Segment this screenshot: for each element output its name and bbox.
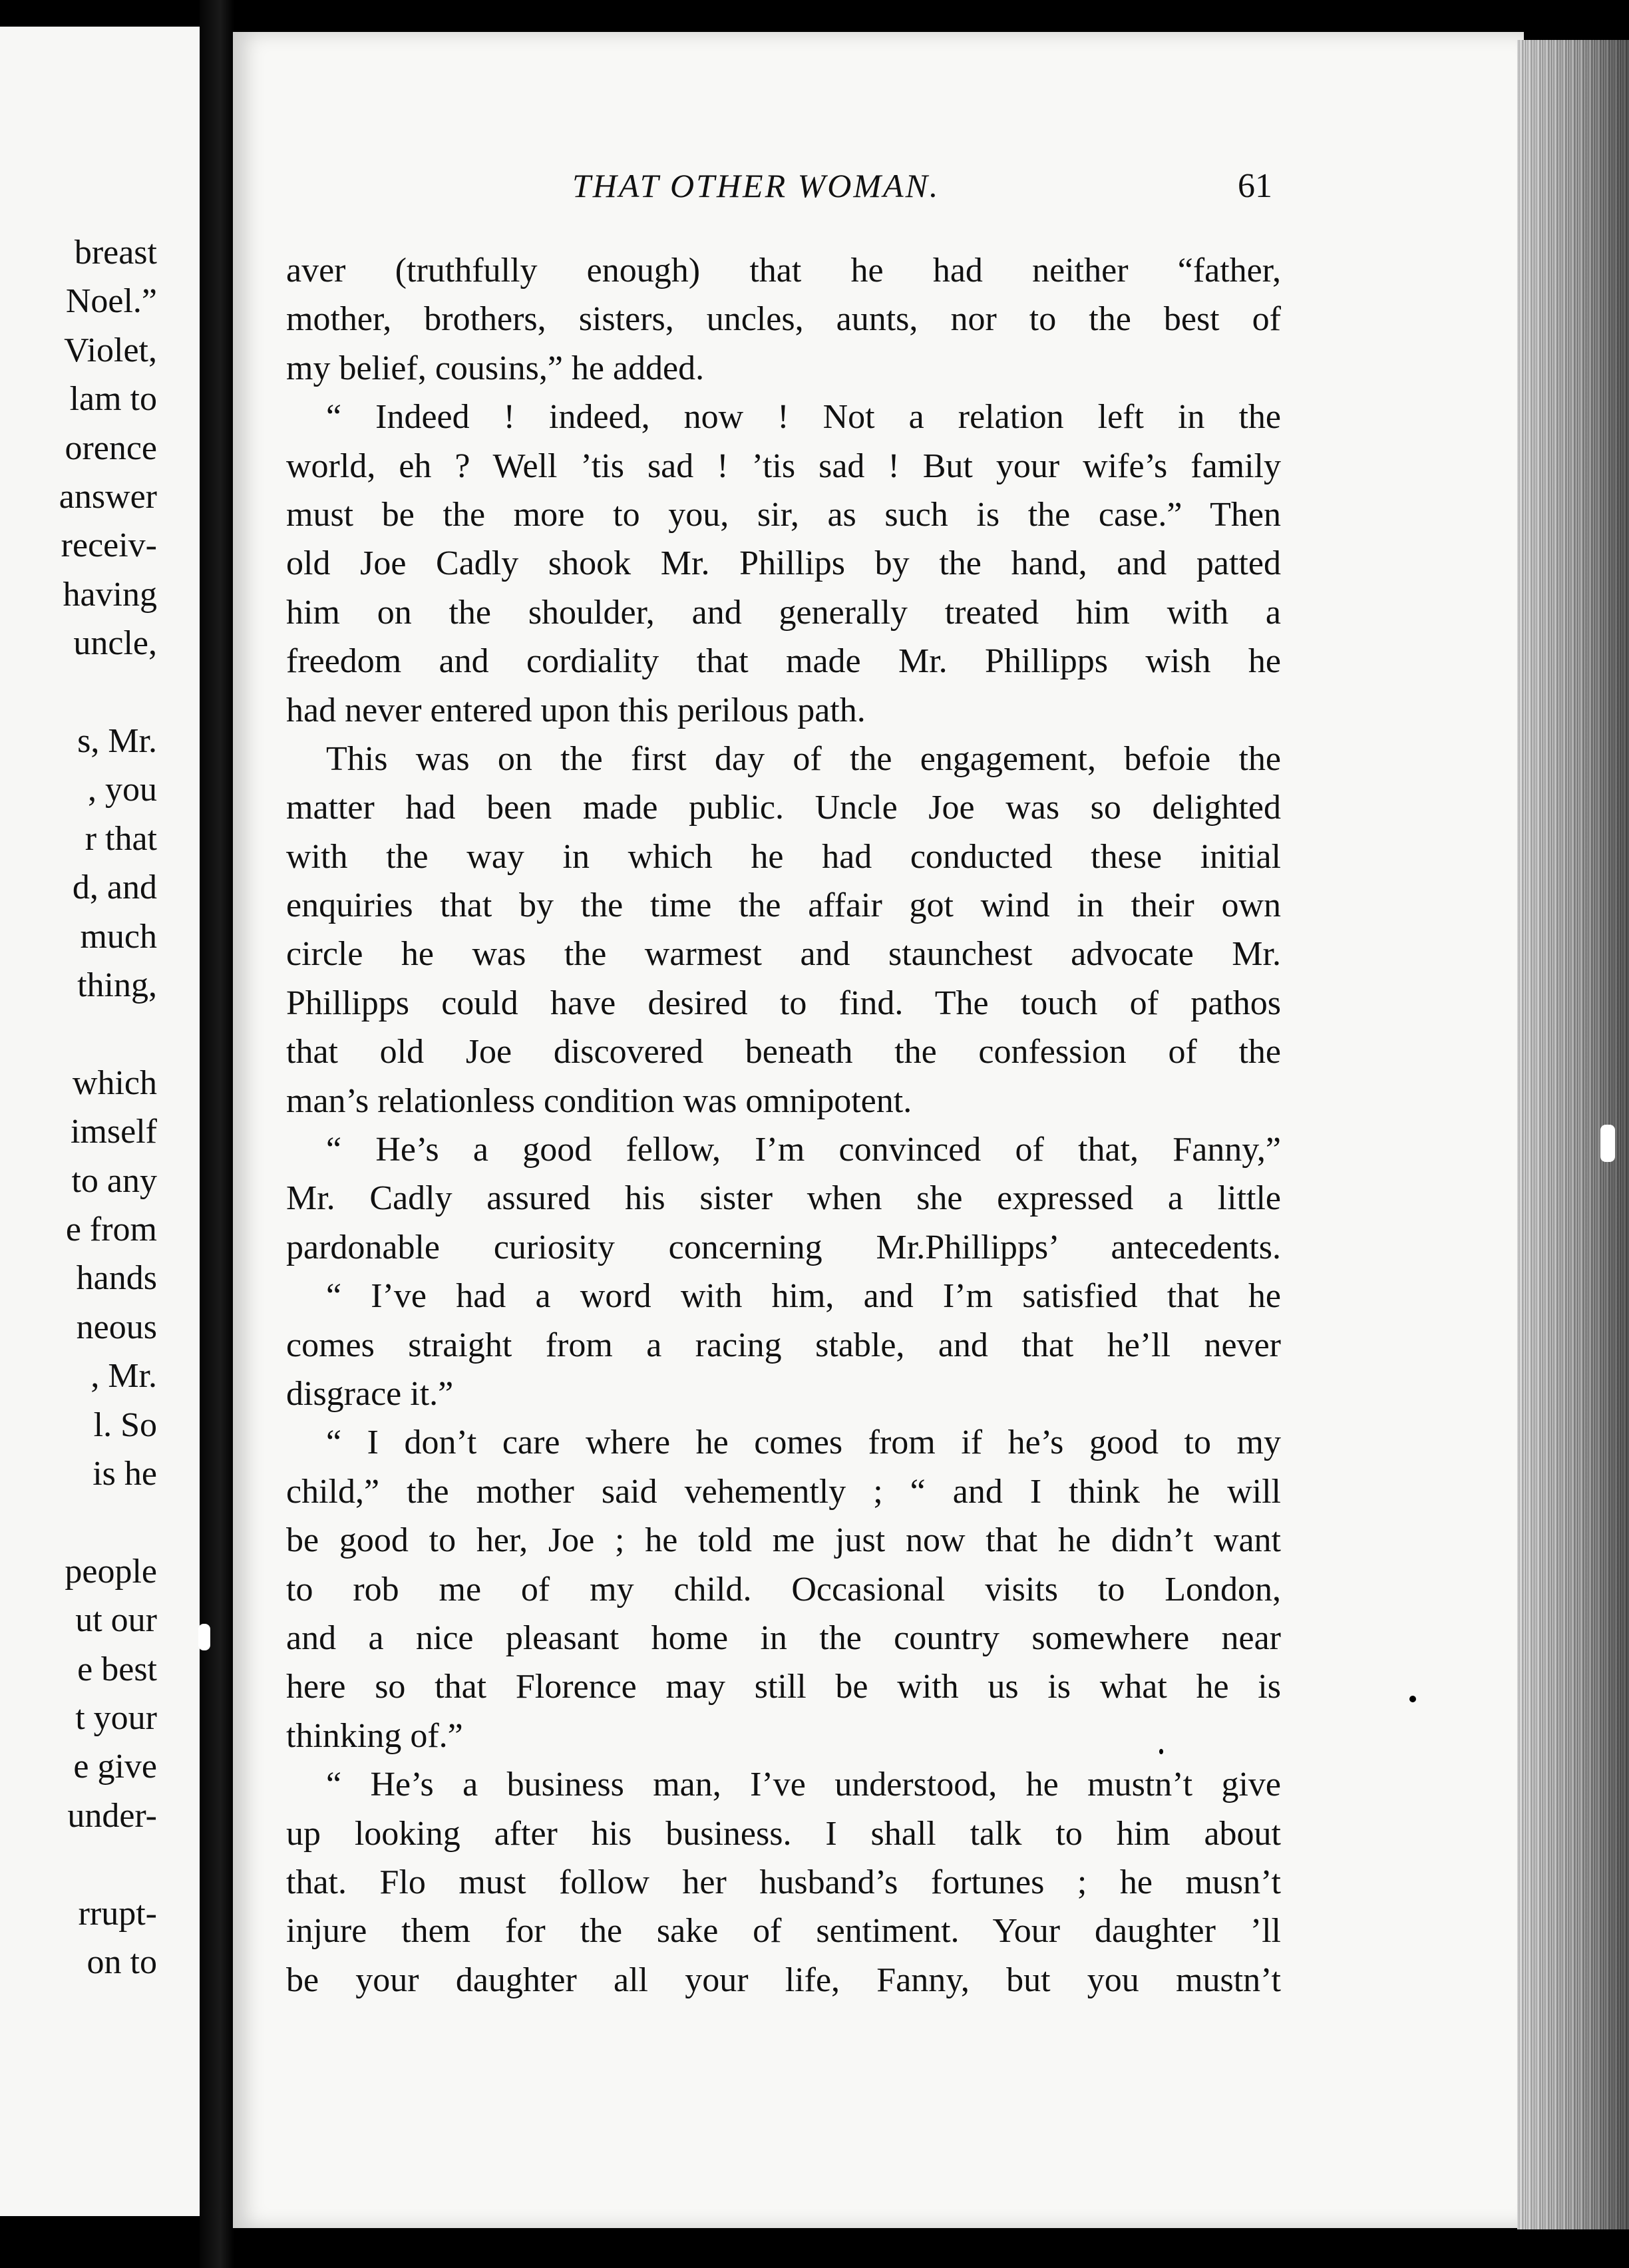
- text-line: comes straight from a racing stable, and that he’ll never: [286, 1326, 1281, 1364]
- facing-page-line: imself: [71, 1113, 157, 1151]
- text-line: Mr. Cadly assured his sister when she expressed a little: [286, 1179, 1281, 1218]
- text-line: aver (truthfully enough) that he had neither “father,: [286, 252, 1281, 289]
- text-line: man’s relationless condition was omnipotent.: [286, 1081, 912, 1120]
- text-line: “ I’ve had a word with him, and I’m satisfied that he: [326, 1277, 1281, 1316]
- facing-page-line: uncle,: [73, 624, 157, 663]
- facing-page-line: ut our: [75, 1601, 157, 1640]
- facing-page-line: receiv-: [61, 526, 157, 565]
- text-line: had never entered upon this perilous path.: [286, 691, 866, 729]
- text-line: freedom and cordiality that made Mr. Phillipps wish he: [286, 642, 1281, 681]
- facing-page-line: , Mr.: [90, 1357, 157, 1396]
- paper-tab-mark: [198, 1624, 210, 1650]
- text-line: be your daughter all your life, Fanny, but you mustn’t: [286, 1961, 1281, 1999]
- text-line: to rob me of my child. Occasional visits to London,: [286, 1570, 1281, 1608]
- text-line: here so that Florence may still be with us is what he is: [286, 1668, 1281, 1706]
- text-line: mother, brothers, sisters, uncles, aunts, nor to the best of: [286, 300, 1281, 339]
- facing-page-line: Noel.”: [65, 282, 157, 321]
- facing-page-line: rrupt-: [78, 1894, 157, 1933]
- text-line: my belief, cousins,” he added.: [286, 349, 705, 387]
- ink-speck: [1159, 1749, 1163, 1754]
- text-line: “ Indeed ! indeed, now ! Not a relation left in the: [326, 398, 1281, 437]
- running-head: THAT OTHER WOMAN.: [572, 167, 940, 204]
- text-line: that. Flo must follow her husband’s fortunes ; he musn’t: [286, 1863, 1281, 1901]
- facing-page-line: d, and: [72, 868, 157, 907]
- facing-page-line: , you: [88, 771, 157, 809]
- text-line: with the way in which he had conducted these initial: [286, 837, 1281, 876]
- text-line: him on the shoulder, and generally treated him with a: [286, 593, 1281, 632]
- text-line: “ He’s a business man, I’ve understood, he mustn’t give: [326, 1766, 1281, 1804]
- text-line: pardonable curiosity concerning Mr.Phillipps’ antecedents.: [286, 1228, 1281, 1266]
- facing-page-line: e from: [65, 1211, 157, 1248]
- facing-page-line: much: [80, 917, 157, 956]
- facing-page-line: is he: [92, 1455, 157, 1493]
- text-line: matter had been made public. Uncle Joe was so delighted: [286, 789, 1281, 827]
- facing-page-line: to any: [71, 1161, 157, 1200]
- facing-page-line: people: [65, 1552, 157, 1591]
- facing-page-line: orence: [65, 429, 157, 467]
- facing-page-line: Violet,: [64, 331, 157, 369]
- facing-page-line: lam to: [69, 380, 157, 419]
- paper-tab-mark: [1600, 1125, 1615, 1162]
- text-line: and a nice pleasant home in the country somewhere near: [286, 1618, 1281, 1657]
- text-line: world, eh ? Well ’tis sad ! ’tis sad ! But your wife’s family: [286, 447, 1281, 485]
- facing-page-line: thing,: [77, 966, 157, 1004]
- text-line: Phillipps could have desired to find. The touch of pathos: [286, 984, 1281, 1022]
- text-line: disgrace it.”: [286, 1374, 454, 1413]
- text-line: This was on the first day of the engagement, befoie the: [326, 739, 1281, 778]
- book-gutter: [200, 0, 234, 2268]
- text-line: “ I don’t care where he comes from if he’s good to my: [326, 1423, 1281, 1462]
- text-line: “ He’s a good fellow, I’m convinced of that, Fanny,”: [326, 1131, 1281, 1169]
- facing-page-line: l. So: [93, 1406, 157, 1444]
- facing-page-line: r that: [85, 819, 157, 858]
- text-line: child,” the mother said vehemently ; “ and I think he will: [286, 1472, 1281, 1511]
- body-text: [286, 246, 1281, 2004]
- text-line: thinking of.”: [286, 1716, 463, 1755]
- ink-speck: [1409, 1696, 1416, 1702]
- facing-page-line: answer: [59, 478, 157, 516]
- facing-page-line: e give: [73, 1748, 157, 1786]
- facing-page-line: which: [72, 1063, 157, 1102]
- text-line: enquiries that by the time the affair got wind in their own: [286, 886, 1281, 925]
- facing-page-line: e best: [77, 1650, 157, 1688]
- facing-page-line: hands: [76, 1259, 157, 1298]
- facing-page-line: t your: [75, 1699, 157, 1737]
- text-line: be good to her, Joe ; he told me just now that he didn’t want: [286, 1521, 1281, 1560]
- text-line: circle he was the warmest and staunchest advocate Mr.: [286, 935, 1281, 974]
- facing-page-line: s, Mr.: [77, 722, 157, 760]
- facing-page-fragment: [0, 27, 200, 2216]
- facing-page-line: neous: [76, 1308, 157, 1346]
- text-line: up looking after his business. I shall talk to him about: [286, 1814, 1281, 1853]
- facing-page-line: breast: [74, 234, 157, 272]
- text-line: old Joe Cadly shook Mr. Phillips by the hand, and patted: [286, 544, 1281, 583]
- facing-page-line: on to: [87, 1943, 157, 1981]
- facing-page-line: having: [63, 575, 157, 614]
- facing-page-line: under-: [67, 1796, 157, 1835]
- text-line: must be the more to you, sir, as such is the case.” Then: [286, 495, 1281, 534]
- text-line: that old Joe discovered beneath the confession of the: [286, 1033, 1281, 1071]
- page-number: 61: [1238, 167, 1272, 205]
- text-line: injure them for the sake of sentiment. Your daughter ’ll: [286, 1912, 1281, 1951]
